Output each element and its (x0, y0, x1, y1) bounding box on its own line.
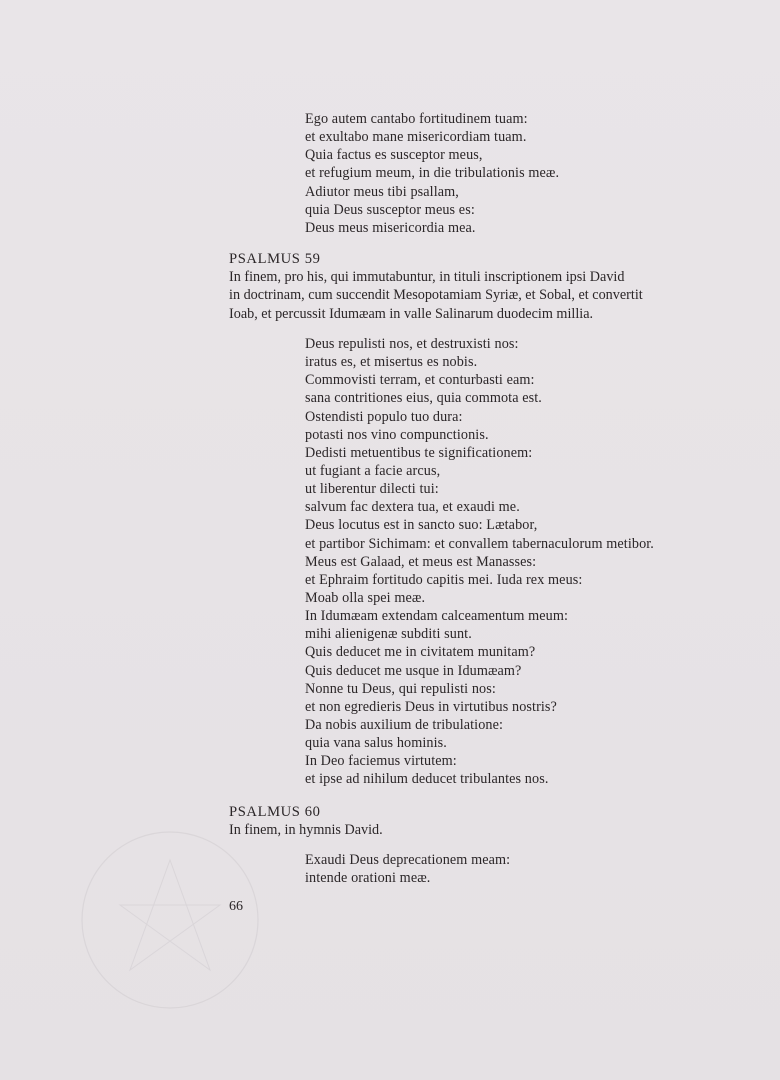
verse-line: Ostendisti populo tuo dura: (305, 408, 463, 425)
verse-line: et Ephraim fortitudo capitis mei. Iuda rex meus: (305, 571, 583, 588)
verse-line: Deus meus misericordia mea. (305, 219, 476, 236)
intro-line: in doctrinam, cum succendit Mesopotamiam Syriæ, et Sobal, et convertit (229, 287, 643, 304)
intro-line: In finem, in hymnis David. (229, 822, 383, 838)
faint-watermark-emblem (70, 820, 270, 1020)
verse-line: In Idumæam extendam calceamentum meum: (305, 608, 569, 625)
verse-line: Ego autem cantabo fortitudinem tuam: (305, 111, 528, 127)
verse-line: Quis deducet me usque in Idumæam? (305, 662, 522, 679)
verse-line: et partibor Sichimam: et convallem tabernaculorum metibor. (305, 535, 654, 552)
verse-line: Adiutor meus tibi psallam, (305, 183, 459, 200)
page-number: 66 (229, 899, 243, 914)
verse-line: potasti nos vino compunctionis. (305, 426, 489, 443)
verse-line: Deus locutus est in sancto suo: Lætabor, (305, 517, 538, 534)
verse-line: et ipse ad nihilum deducet tribulantes nos. (305, 771, 549, 788)
verse-line: Commovisti terram, et conturbasti eam: (305, 372, 535, 389)
verse-line: Quia factus es susceptor meus, (305, 147, 483, 164)
intro-line: Ioab, et percussit Idumæam in valle Salinarum duodecim millia. (229, 305, 594, 322)
verse-line: In Deo faciemus virtutem: (305, 753, 457, 770)
verse-line: Nonne tu Deus, qui repulisti nos: (305, 680, 496, 697)
verse-line: intende orationi meæ. (305, 870, 431, 887)
verse-line: et refugium meum, in die tribulationis meæ. (305, 165, 560, 182)
intro-line: In finem, pro his, qui immutabuntur, in tituli inscriptionem ipsi David (229, 269, 625, 285)
verse-line: Deus repulisti nos, et destruxisti nos: (305, 336, 519, 352)
psalm-59-heading: PSALMUS 59 (229, 251, 321, 267)
verse-line: Da nobis auxilium de tribulatione: (305, 716, 504, 733)
verse-line: Moab olla spei meæ. (305, 589, 426, 606)
verse-line: ut fugiant a facie arcus, (305, 462, 441, 479)
verse-line: Meus est Galaad, et meus est Manasses: (305, 553, 537, 570)
verse-line: et exultabo mane misericordiam tuam. (305, 129, 527, 146)
verse-line: salvum fac dextera tua, et exaudi me. (305, 499, 520, 516)
psalm-60-heading: PSALMUS 60 (229, 804, 321, 820)
verse-line: Quis deducet me in civitatem munitam? (305, 644, 536, 661)
verse-line: ut liberentur dilecti tui: (305, 481, 439, 498)
verse-line: Dedisti metuentibus te significationem: (305, 444, 533, 461)
verse-line: Exaudi Deus deprecationem meam: (305, 852, 511, 868)
verse-line: iratus es, et misertus es nobis. (305, 354, 478, 371)
verse-line: quia Deus susceptor meus es: (305, 201, 475, 218)
verse-line: quia vana salus hominis. (305, 735, 447, 752)
psalm-59-verses (305, 335, 654, 789)
psalm-60-intro (229, 821, 669, 839)
psalm-60-verses (305, 851, 510, 887)
verse-line: sana contritiones eius, quia commota est. (305, 390, 542, 407)
verse-line: mihi alienigenæ subditi sunt. (305, 626, 472, 643)
verse-line: et non egredieris Deus in virtutibus nostris? (305, 698, 557, 715)
opening-verses (305, 110, 559, 237)
psalm-59-intro (229, 268, 669, 323)
